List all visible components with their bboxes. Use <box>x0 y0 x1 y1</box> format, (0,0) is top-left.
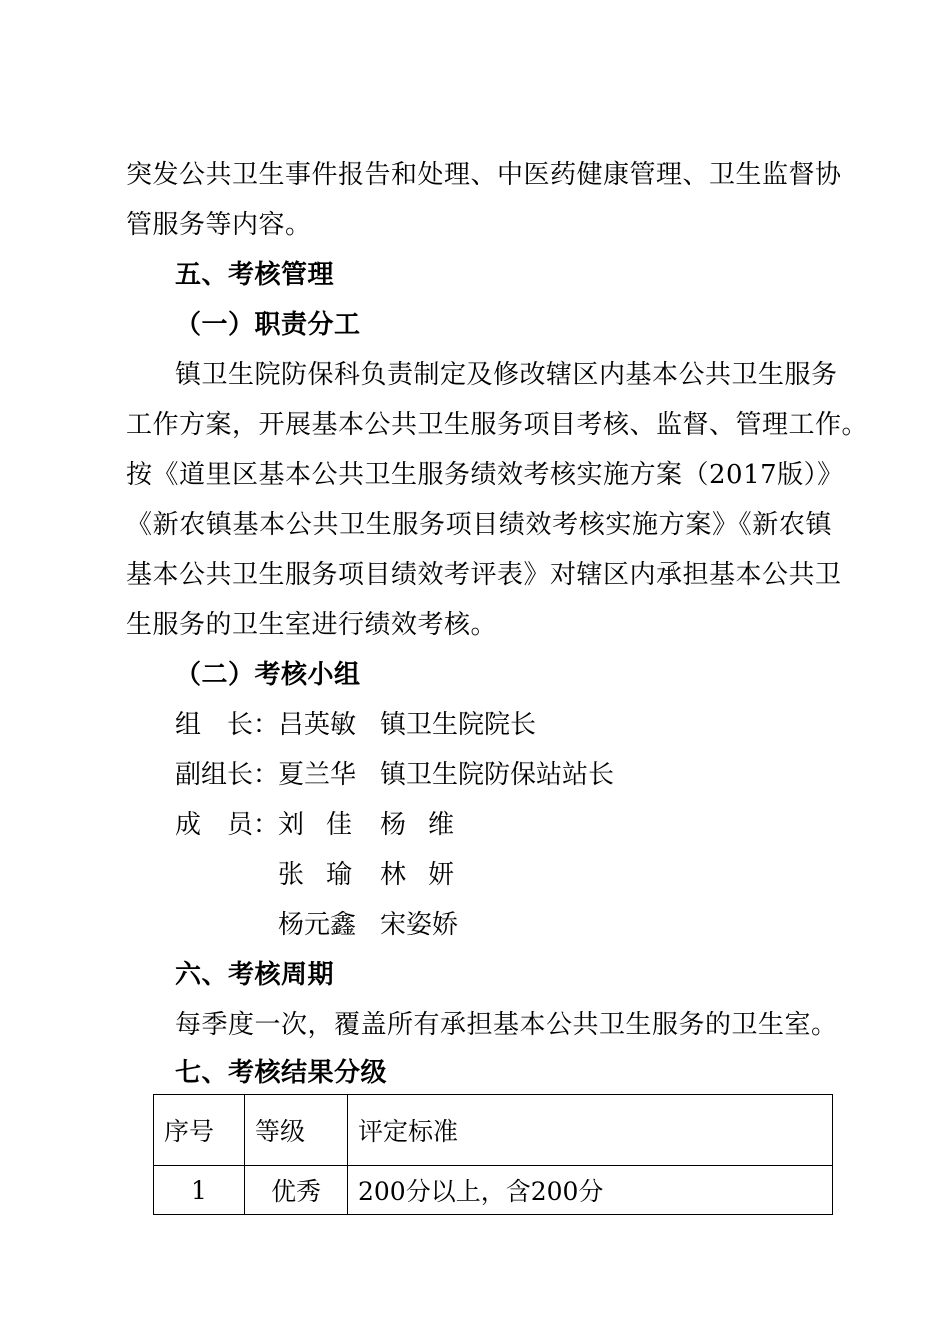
duty-line-3: 按《道里区基本公共卫生服务绩效考核实施方案（2017版）》 <box>126 460 844 490</box>
table-header-cell: 评定标准 <box>348 1095 833 1166</box>
member-name: 刘佳 <box>278 810 352 840</box>
intro-line-1: 突发公共卫生事件报告和处理、中医药健康管理、卫生监督协 <box>126 160 842 190</box>
leader-label: 组 长： <box>175 710 280 740</box>
section-5-heading: 五、考核管理 <box>175 260 335 290</box>
table-header-cell: 等级 <box>245 1095 348 1166</box>
leader-name: 吕英敏 <box>278 710 357 740</box>
intro-line-2: 管服务等内容。 <box>126 210 312 240</box>
table-row <box>154 1166 833 1215</box>
section-5-1-heading: （一）职责分工 <box>175 310 361 340</box>
section-5-2-heading: （二）考核小组 <box>175 660 361 690</box>
duty-line-4: 《新农镇基本公共卫生服务项目绩效考核实施方案》《新农镇 <box>126 510 832 540</box>
duty-line-1: 镇卫生院防保科负责制定及修改辖区内基本公共卫生服务 <box>175 360 838 390</box>
grade-table <box>153 1094 833 1215</box>
table-cell: 1 <box>154 1166 245 1215</box>
table-cell: 200分以上，含200分 <box>348 1166 833 1215</box>
table-cell: 优秀 <box>245 1166 348 1215</box>
member-name: 林妍 <box>380 860 454 890</box>
deputy-label: 副组长： <box>175 760 280 790</box>
member-name: 张瑜 <box>278 860 352 890</box>
members-label: 成 员： <box>175 810 280 840</box>
duty-line-5: 基本公共卫生服务项目绩效考评表》对辖区内承担基本公共卫 <box>126 560 842 590</box>
section-7-heading: 七、考核结果分级 <box>175 1058 388 1088</box>
deputy-title: 镇卫生院防保站站长 <box>380 760 615 790</box>
leader-title: 镇卫生院院长 <box>380 710 537 740</box>
cycle-text: 每季度一次，覆盖所有承担基本公共卫生服务的卫生室。 <box>175 1010 838 1040</box>
member-name: 杨维 <box>380 810 454 840</box>
member-name: 杨元鑫 <box>278 910 357 940</box>
member-name: 宋姿娇 <box>380 910 459 940</box>
duty-line-6: 生服务的卫生室进行绩效考核。 <box>126 610 498 640</box>
table-header-row <box>154 1095 833 1166</box>
section-6-heading: 六、考核周期 <box>175 960 335 990</box>
duty-line-2: 工作方案，开展基本公共卫生服务项目考核、监督、管理工作。 <box>126 410 869 440</box>
table-header-cell: 序号 <box>154 1095 245 1166</box>
deputy-name: 夏兰华 <box>278 760 357 790</box>
